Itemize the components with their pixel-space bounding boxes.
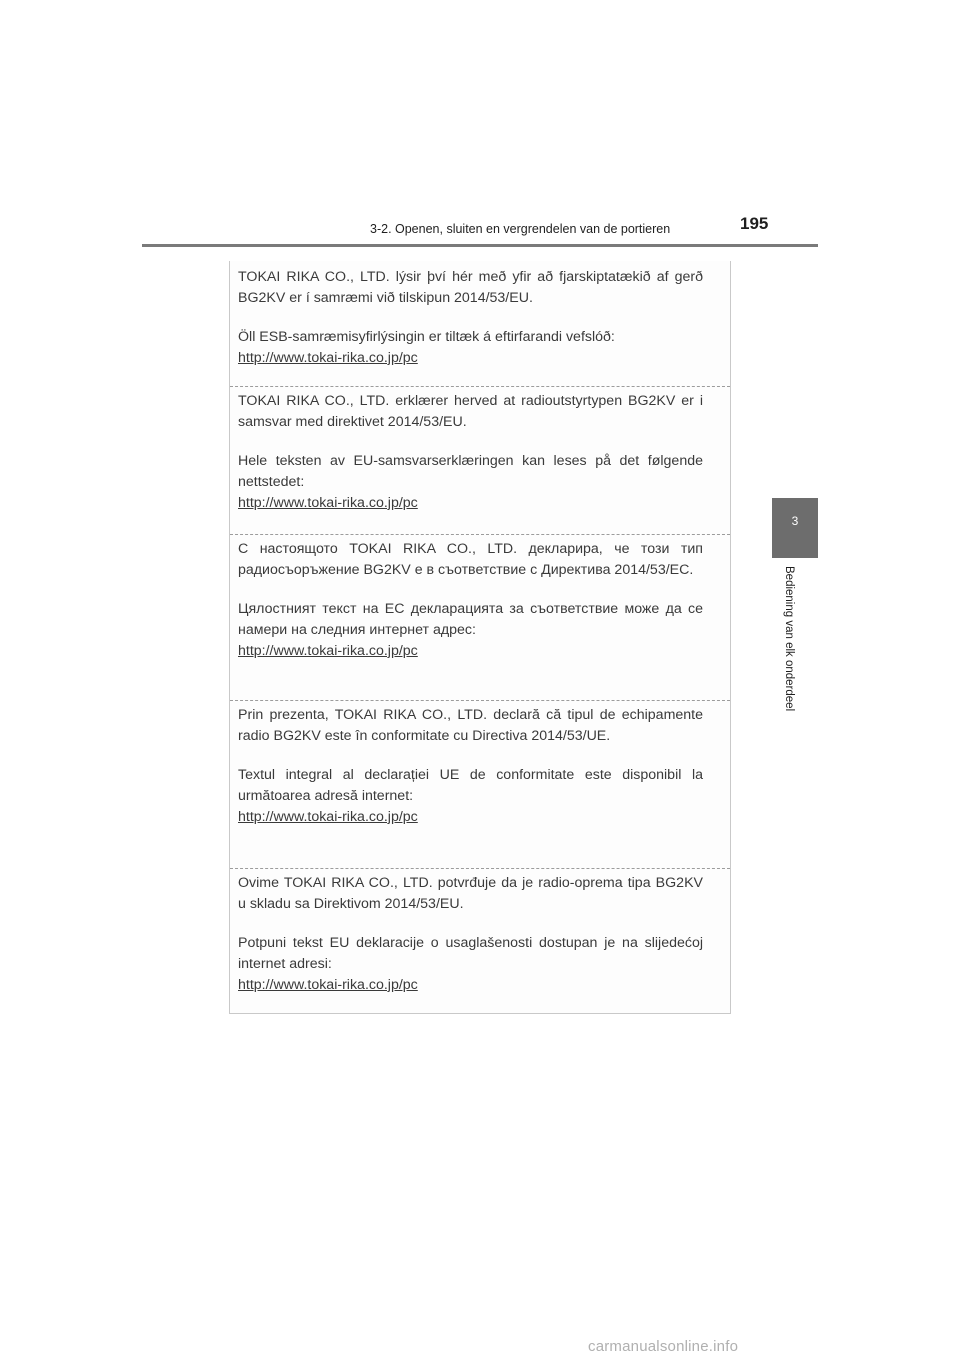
declaration-availability: Цялостният текст на ЕС декларацията за съответствие може да се намери на следния интернет адрес: <box>238 601 703 638</box>
chapter-tab <box>772 498 818 558</box>
declaration-statement: С настоящото TOKAI RIKA CO., LTD. декларира, че този тип радиосъоръжение BG2KV е в съответствие с Директива 2014/53/ЕС. <box>238 541 703 578</box>
header-divider <box>142 244 818 247</box>
declaration-box <box>229 261 731 1014</box>
declaration-link[interactable]: http://www.tokai-rika.co.jp/pc <box>238 350 418 366</box>
declaration-bulgarian <box>230 535 730 701</box>
declaration-serbian <box>230 869 730 1009</box>
declaration-link[interactable]: http://www.tokai-rika.co.jp/pc <box>238 977 418 993</box>
declaration-statement: TOKAI RIKA CO., LTD. erklærer herved at radioutstyrtypen BG2KV er i samsvar med direktivet 2014/53/EU. <box>238 393 703 430</box>
declaration-norwegian <box>230 387 730 535</box>
declaration-statement: Prin prezenta, TOKAI RIKA CO., LTD. declară că tipul de echipamente radio BG2KV este în conformitate cu Directiva 2014/53/UE. <box>238 707 703 744</box>
chapter-number: 3 <box>791 514 799 528</box>
page-number: 195 <box>740 214 769 233</box>
declaration-availability: Potpuni tekst EU deklaracije o usaglašenosti dostupan je na slijedećoj internet adresi: <box>238 935 703 972</box>
watermark: carmanualsonline.info <box>588 1338 739 1355</box>
declaration-availability: Hele teksten av EU-samsvarserklæringen kan leses på det følgende nettstedet: <box>238 453 703 490</box>
declaration-statement: TOKAI RIKA CO., LTD. lýsir því hér með yfir að fjarskiptatækið af gerð BG2KV er í samræmi við tilskipun 2014/53/EU. <box>238 269 703 306</box>
declaration-link[interactable]: http://www.tokai-rika.co.jp/pc <box>238 809 418 825</box>
declaration-link[interactable]: http://www.tokai-rika.co.jp/pc <box>238 495 418 511</box>
declaration-availability: Textul integral al declarației UE de conformitate este disponibil la următoarea adresă internet: <box>238 767 703 804</box>
declaration-statement: Ovime TOKAI RIKA CO., LTD. potvrđuje da je radio-oprema tipa BG2KV u skladu sa Direktivom 2014/53/EU. <box>238 875 703 912</box>
declaration-icelandic <box>230 265 730 387</box>
section-header-title: 3-2. Openen, sluiten en vergrendelen van de portieren <box>370 222 671 236</box>
declaration-availability: Öll ESB-samræmisyfirlýsingin er tiltæk á eftirfarandi vefslóð: <box>238 329 615 345</box>
declaration-romanian <box>230 701 730 869</box>
chapter-label: Bediening van elk onderdeel <box>783 566 795 712</box>
declaration-link[interactable]: http://www.tokai-rika.co.jp/pc <box>238 643 418 659</box>
